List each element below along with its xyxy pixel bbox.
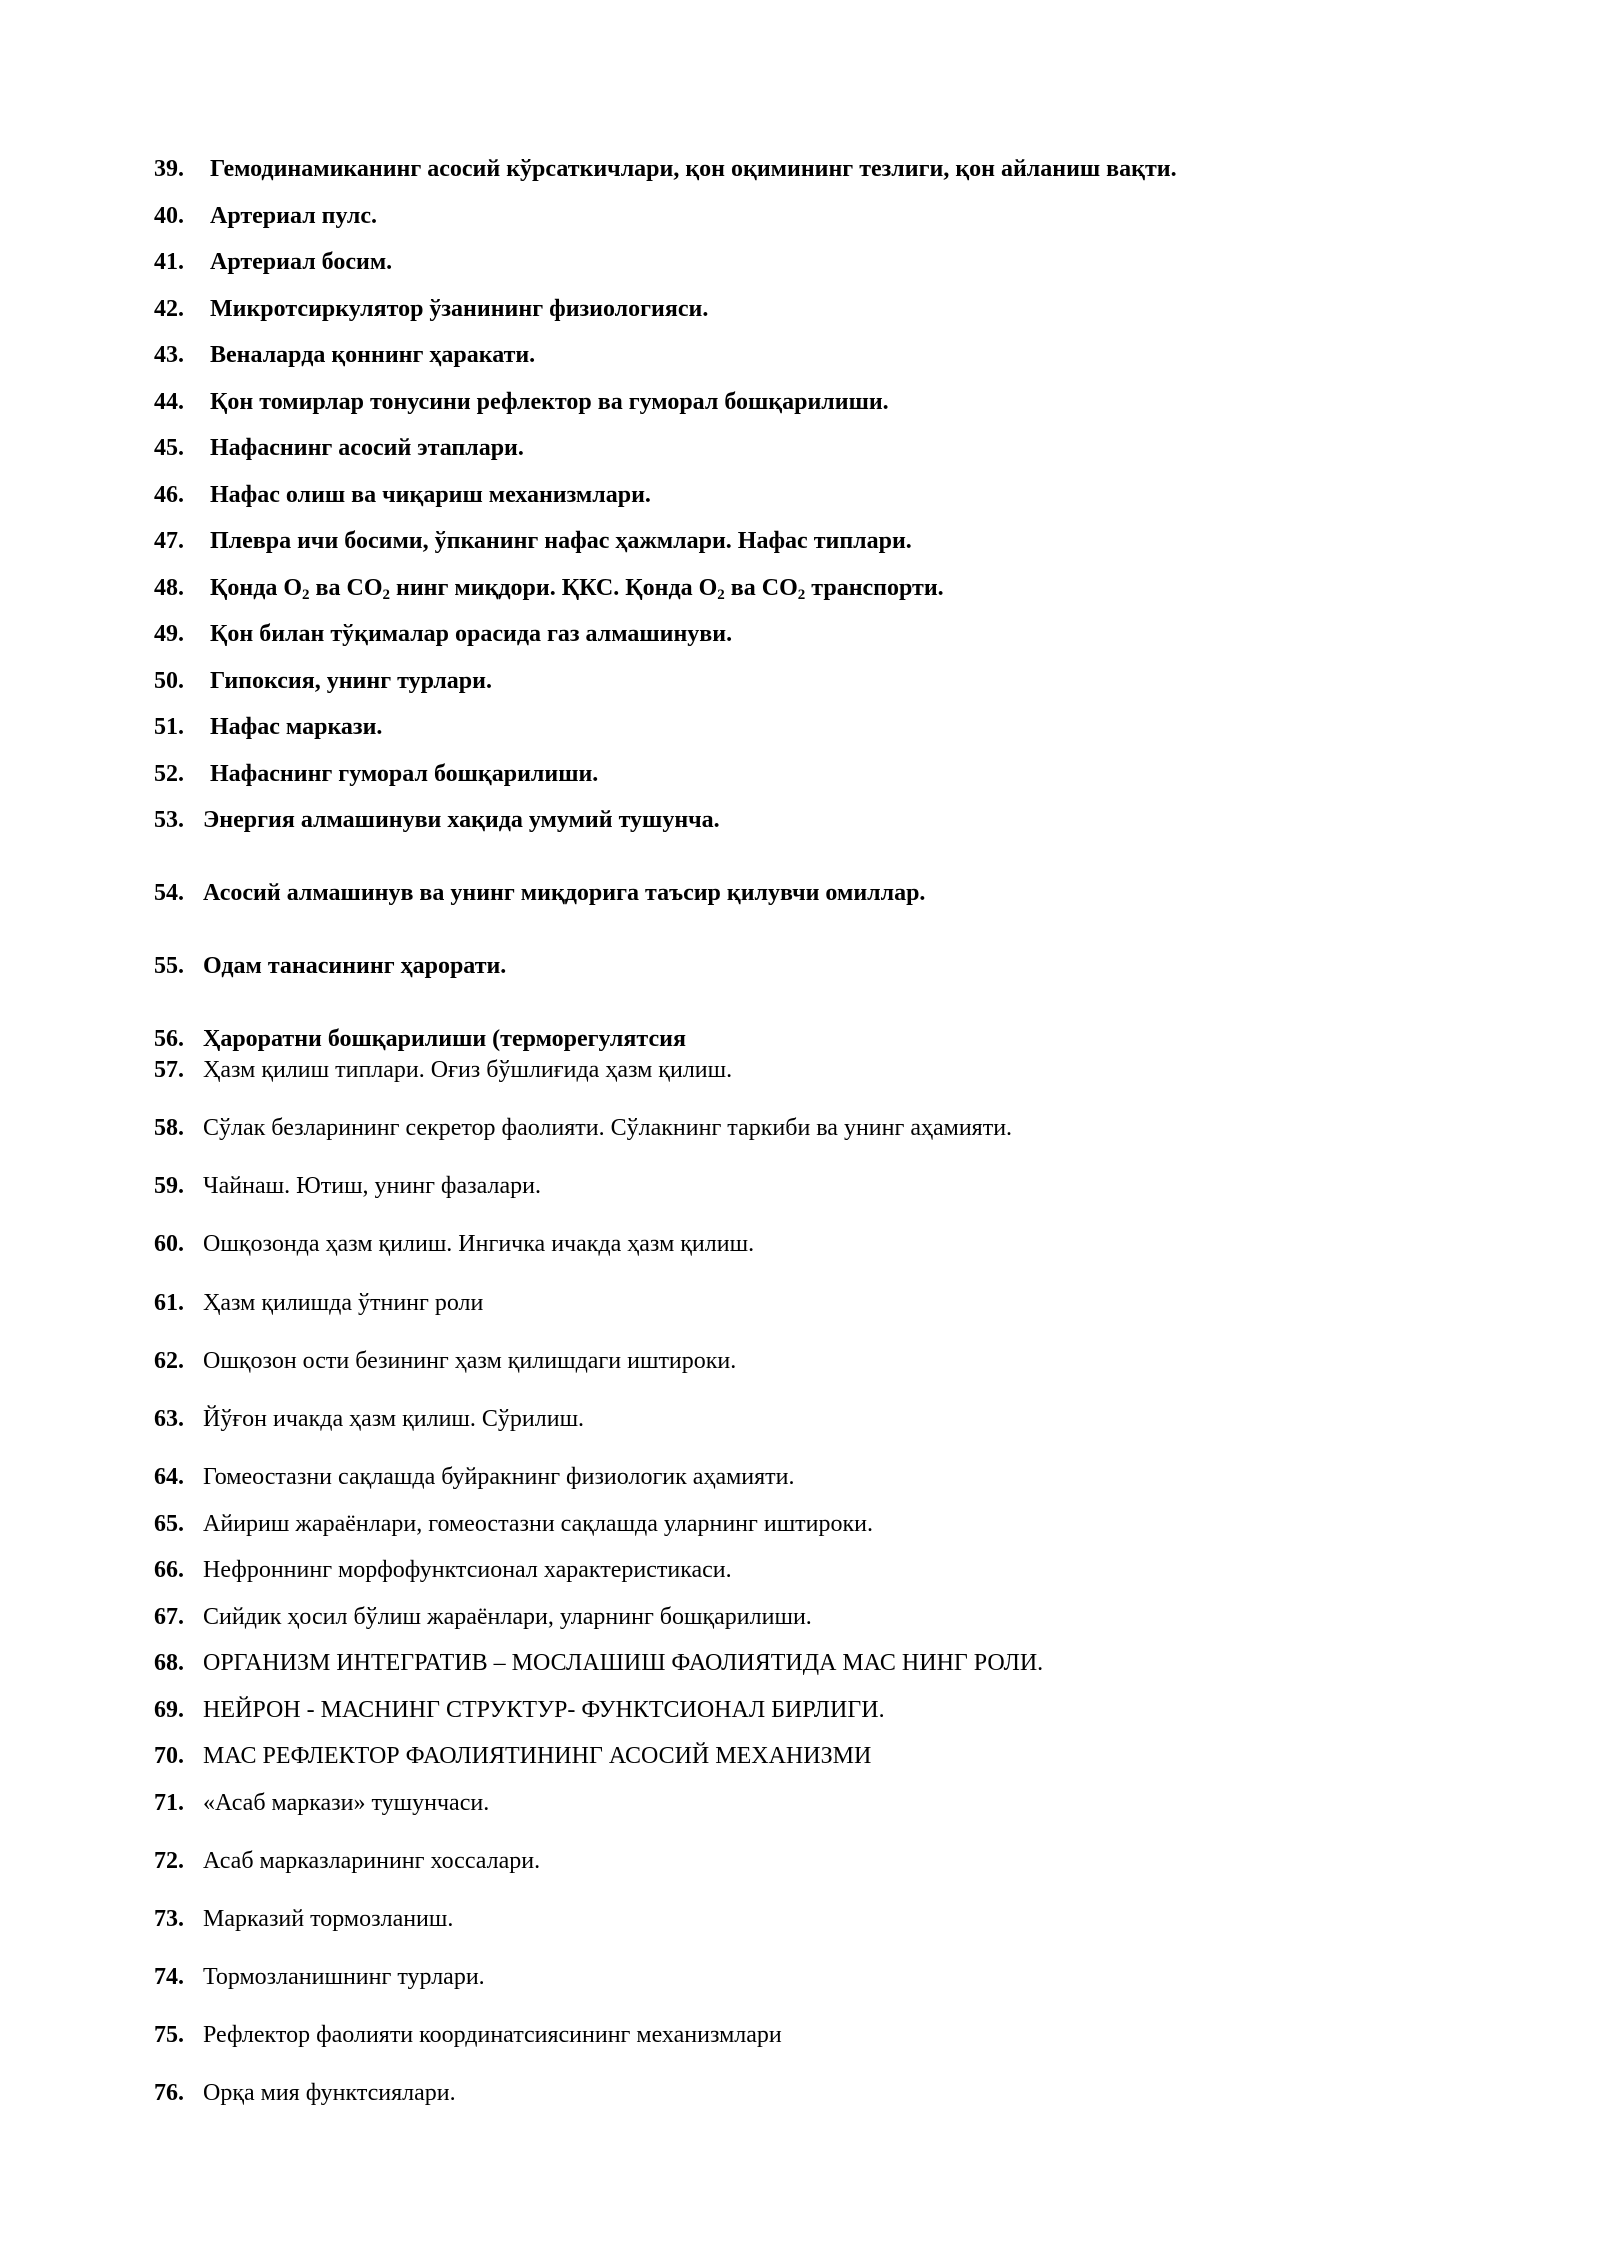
item-number: 56. (154, 1026, 184, 1052)
item-number: 40. (154, 203, 184, 229)
list-item (154, 1902, 453, 1936)
item-text: Нафаснинг асосий этаплари. (210, 435, 524, 461)
item-number: 43. (154, 342, 184, 368)
item-number: 44. (154, 389, 184, 415)
list-item (154, 1227, 754, 1261)
item-text: Плевра ичи босими, ўпканинг нафас ҳажмлари. Нафас типлари. (210, 528, 912, 554)
item-text: Рефлектор фаолияти координатсиясининг механизмлари (203, 2022, 782, 2048)
item-text: ОРГАНИЗМ ИНТЕГРАТИВ – МОСЛАШИШ ФАОЛИЯТИДА МАС НИНГ РОЛИ. (203, 1650, 1044, 1676)
list-item (154, 1022, 686, 1056)
item-text: Артериал босим. (210, 249, 393, 275)
list-item (154, 1286, 483, 1320)
item-number: 73. (154, 1906, 184, 1932)
list-item (154, 1553, 732, 1587)
item-text: Тормозланишнинг турлари. (203, 1964, 485, 1990)
item-text: Асосий алмашинув ва унинг миқдорига таъсир қилувчи омиллар. (203, 880, 926, 906)
list-item (154, 1646, 1043, 1680)
item-text: Айириш жараёнлари, гомеостазни сақлашда уларнинг иштироки. (203, 1511, 874, 1537)
list-item (154, 1169, 541, 1203)
item-number: 58. (154, 1115, 184, 1141)
list-item (154, 617, 732, 651)
item-number: 60. (154, 1231, 184, 1257)
item-text: Веналарда қоннинг ҳаракати. (210, 342, 536, 368)
item-text: Сийдик ҳосил бўлиш жараёнлари, уларнинг бошқарилиши. (203, 1604, 812, 1630)
list-item (154, 1460, 795, 1494)
item-number: 42. (154, 296, 184, 322)
item-text: Орқа мия функтсиялари. (203, 2080, 456, 2106)
list-item (154, 199, 377, 233)
list-item (154, 710, 382, 744)
list-item (154, 524, 912, 558)
item-number: 53. (154, 807, 184, 833)
item-text: «Асаб маркази» тушунчаси. (203, 1790, 490, 1816)
list-item (154, 1844, 540, 1878)
list-item (154, 152, 1177, 186)
item-text: Гипоксия, унинг турлари. (210, 668, 492, 694)
list-item (154, 385, 889, 419)
item-text: Микротсиркулятор ўзанининг физиологияси. (210, 296, 709, 322)
item-number: 45. (154, 435, 184, 461)
item-number: 39. (154, 156, 184, 182)
list-item (154, 1507, 873, 1541)
item-number: 61. (154, 1290, 184, 1316)
item-number: 63. (154, 1406, 184, 1432)
item-text: Энергия алмашинуви хақида умумий тушунча. (203, 807, 720, 833)
item-number: 70. (154, 1743, 184, 1769)
list-item (154, 1053, 732, 1087)
item-number: 68. (154, 1650, 184, 1676)
list-item (154, 1600, 812, 1634)
item-text: МАС РЕФЛЕКТОР ФАОЛИЯТИНИНГ АСОСИЙ МЕХАНИЗМИ (203, 1743, 872, 1769)
item-text: Нефроннинг морфофунктсионал характеристикаси. (203, 1557, 732, 1583)
item-number: 49. (154, 621, 184, 647)
item-number: 72. (154, 1848, 184, 1874)
list-item (154, 1344, 736, 1378)
item-text: Асаб марказларининг хоссалари. (203, 1848, 541, 1874)
list-item (154, 1402, 584, 1436)
item-text: Артериал пулс. (210, 203, 378, 229)
list-item (154, 571, 944, 605)
item-text: Ҳазм қилишда ўтнинг роли (203, 1290, 484, 1316)
list-item (154, 803, 720, 837)
item-number: 65. (154, 1511, 184, 1537)
item-text: Сўлак безларининг секретор фаолияти. Сўлакнинг таркиби ва унинг аҳамияти. (203, 1115, 1013, 1141)
item-text: Ошқозонда ҳазм қилиш. Ингичка ичакда ҳазм қилиш. (203, 1231, 755, 1257)
item-number: 55. (154, 953, 184, 979)
list-item (154, 1960, 485, 1994)
item-number: 46. (154, 482, 184, 508)
item-number: 48. (154, 575, 184, 601)
item-number: 67. (154, 1604, 184, 1630)
item-number: 51. (154, 714, 184, 740)
item-number: 59. (154, 1173, 184, 1199)
item-text: Одам танасининг ҳарорати. (203, 953, 507, 979)
list-item (154, 1111, 1012, 1145)
list-item (154, 876, 925, 910)
item-text: Нафас олиш ва чиқариш механизмлари. (210, 482, 651, 508)
item-text: Гомеостазни сақлашда буйракнинг физиологик аҳамияти. (203, 1464, 795, 1490)
item-number: 57. (154, 1057, 184, 1083)
item-text: Марказий тормозланиш. (203, 1906, 454, 1932)
item-number: 62. (154, 1348, 184, 1374)
list-item (154, 478, 651, 512)
item-number: 71. (154, 1790, 184, 1816)
list-item (154, 431, 524, 465)
item-text: Қон билан тўқималар орасида газ алмашинуви. (210, 621, 733, 647)
list-item (154, 245, 392, 279)
item-number: 66. (154, 1557, 184, 1583)
item-number: 47. (154, 528, 184, 554)
list-item (154, 1693, 885, 1727)
item-text: Қонда $О_2$ ва $СО_2$ нинг миқдори. ҚКС. Қонда $О_2$ ва $СО_2$ транспорти. (210, 575, 944, 603)
item-text: Ҳазм қилиш типлари. Оғиз бўшлиғида ҳазм қилиш. (203, 1057, 733, 1083)
item-number: 74. (154, 1964, 184, 1990)
list-item (154, 2076, 456, 2110)
item-number: 64. (154, 1464, 184, 1490)
item-text: Нафаснинг гуморал бошқарилиши. (210, 761, 599, 787)
item-number: 52. (154, 761, 184, 787)
list-item (154, 1739, 871, 1773)
item-number: 76. (154, 2080, 184, 2106)
item-text: Ҳароратни бошқарилиши (терморегулятсия (203, 1026, 686, 1052)
item-number: 75. (154, 2022, 184, 2048)
item-text: Чайнаш. Ютиш, унинг фазалари. (203, 1173, 541, 1199)
item-text: Ошқозон ости безининг ҳазм қилишдаги иштироки. (203, 1348, 737, 1374)
list-item (154, 2018, 782, 2052)
list-item (154, 664, 492, 698)
item-number: 41. (154, 249, 184, 275)
list-item (154, 292, 708, 326)
item-text: Нафас маркази. (210, 714, 383, 740)
item-number: 69. (154, 1697, 184, 1723)
list-item (154, 757, 598, 791)
list-item (154, 1786, 489, 1820)
item-text: НЕЙРОН - МАСНИНГ СТРУКТУР- ФУНКТСИОНАЛ БИРЛИГИ. (203, 1697, 885, 1723)
item-number: 54. (154, 880, 184, 906)
item-number: 50. (154, 668, 184, 694)
item-text: Қон томирлар тонусини рефлектор ва гуморал бошқарилиши. (210, 389, 889, 415)
item-text: Йўғон ичакда ҳазм қилиш. Сўрилиш. (203, 1406, 585, 1432)
item-text: Гемодинамиканинг асосий кўрсаткичлари, қон оқимининг тезлиги, қон айланиш вақти. (210, 156, 1177, 182)
list-item (154, 949, 506, 983)
list-item (154, 338, 535, 372)
